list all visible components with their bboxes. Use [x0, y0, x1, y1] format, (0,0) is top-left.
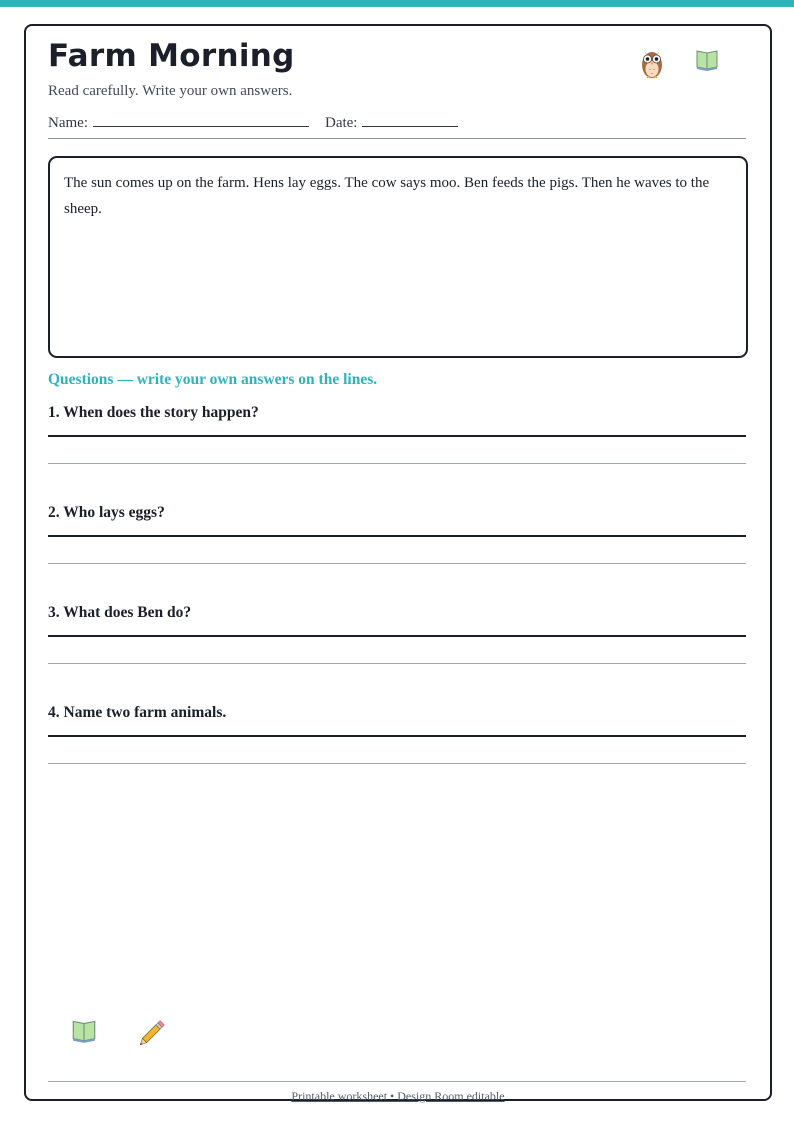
story-passage-box [48, 156, 748, 358]
answer-line[interactable] [48, 635, 746, 637]
question-text: 2. Who lays eggs? [48, 504, 165, 521]
question-3 [48, 604, 746, 622]
questions-heading: Questions — write your own answers on the lines. [48, 371, 378, 388]
footer-caption: Printable worksheet • Design Room editable [291, 1089, 505, 1103]
answer-line[interactable] [48, 535, 746, 537]
answer-line[interactable] [48, 663, 746, 664]
top-accent-strip [0, 0, 794, 7]
name-blank-line[interactable] [93, 113, 309, 127]
question-text: 1. When does the story happen? [48, 404, 259, 421]
question-4 [48, 704, 746, 722]
question-text: 3. What does Ben do? [48, 604, 192, 621]
answer-line[interactable] [48, 463, 746, 464]
book-icon [694, 46, 720, 72]
date-blank-line[interactable] [362, 113, 458, 127]
answer-line[interactable] [48, 763, 746, 764]
footer-divider [48, 1081, 746, 1082]
header-divider [48, 138, 746, 139]
date-label: Date: [324, 115, 358, 131]
worksheet-page [24, 24, 772, 1101]
book-icon [70, 1016, 98, 1044]
worksheet-subtitle: Read carefully. Write your own answers. [48, 83, 293, 99]
owl-icon [639, 44, 665, 80]
question-1 [48, 404, 746, 422]
story-text: The sun comes up on the farm. Hens lay eggs. The cow says moo. Ben feeds the pigs. Then he waves to the sheep. [64, 175, 710, 217]
answer-line[interactable] [48, 563, 746, 564]
name-date-row [48, 113, 458, 132]
question-2 [48, 504, 746, 522]
pencil-icon [138, 1018, 168, 1046]
name-label: Name: [48, 115, 88, 131]
answer-line[interactable] [48, 735, 746, 737]
worksheet-title: Farm Morning [48, 38, 295, 74]
answer-line[interactable] [48, 435, 746, 437]
question-text: 4. Name two farm animals. [48, 704, 227, 721]
